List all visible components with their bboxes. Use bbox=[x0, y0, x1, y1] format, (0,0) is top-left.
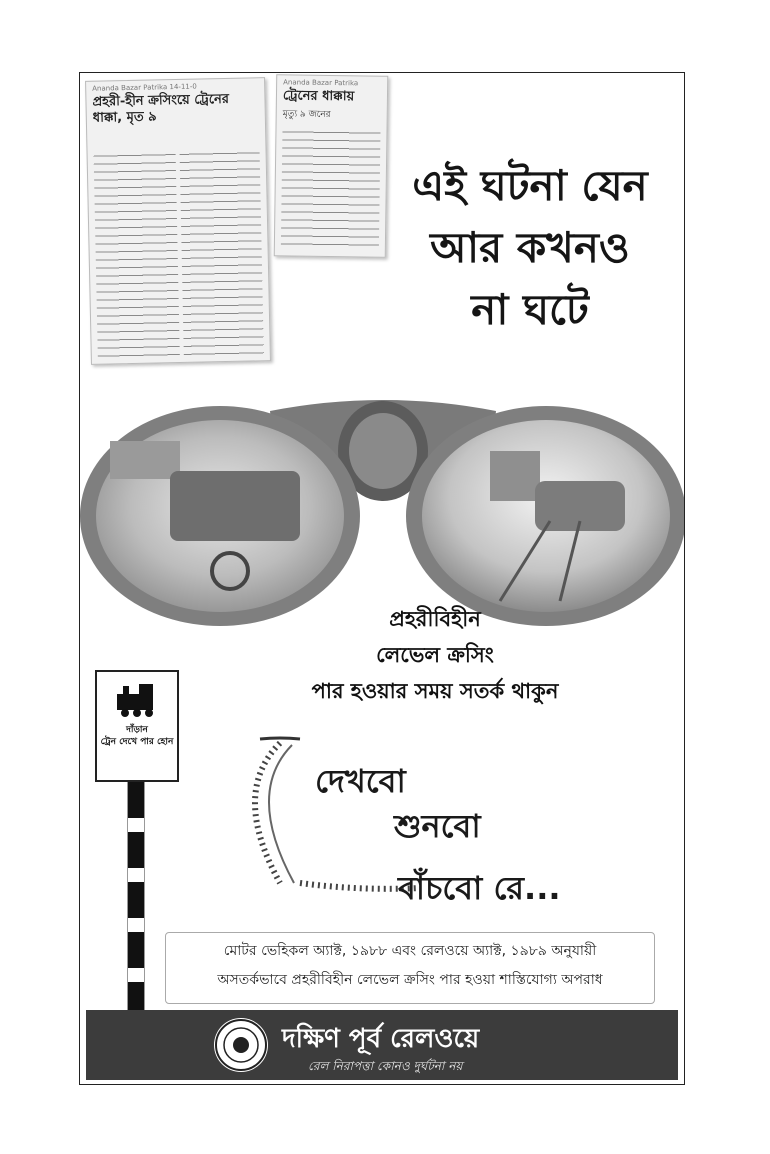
clipping-dateline: Ananda Bazar Patrika bbox=[283, 78, 359, 88]
clipping-headline: ট্রেনের ধাক্কায় bbox=[282, 88, 355, 105]
slogan-see: দেখবো bbox=[315, 762, 406, 800]
train-icon bbox=[115, 680, 159, 720]
poster bbox=[79, 72, 685, 1085]
main-headline bbox=[380, 155, 680, 341]
sign-text-stop: দাঁড়ান bbox=[126, 725, 148, 735]
newspaper-clipping-2 bbox=[274, 74, 389, 258]
clipping-body-text bbox=[281, 127, 381, 250]
sign-pole bbox=[127, 782, 145, 1014]
headline-line: না ঘটে bbox=[471, 285, 589, 334]
footer-banner bbox=[86, 1010, 678, 1080]
warning-line: পার হওয়ার সময় সতর্ক থাকুন bbox=[311, 679, 559, 703]
railway-emblem-icon bbox=[214, 1018, 268, 1072]
slogan-survive: বাঁচবো রে... bbox=[398, 869, 561, 907]
warning-line: প্রহরীবিহীন bbox=[389, 607, 481, 631]
rickshaw-van-shape bbox=[170, 471, 300, 541]
legal-notice bbox=[165, 932, 655, 1004]
headline-line: এই ঘটনা যেন bbox=[412, 161, 648, 210]
clipping-dateline: Ananda Bazar Patrika 14-11-0 bbox=[92, 82, 197, 93]
legal-notice-line: মোটর ভেহিকল অ্যাক্ট, ১৯৮৮ এবং রেলওয়ে অ্যাক্ট, ১৯৮৯ অনুযায়ী bbox=[223, 943, 597, 959]
railway-tagline: রেল নিরাপত্তা কোনও দুর্ঘটনা নয় bbox=[308, 1059, 463, 1073]
legal-notice-line: অসতর্কভাবে প্রহরীবিহীন লেভেল ক্রসিং পার হওয়া শাস্তিযোগ্য অপরাধ bbox=[217, 972, 603, 988]
train-shape bbox=[490, 451, 540, 501]
clipping-headline: প্রহরী-হীন ক্রসিংয়ে ট্রেনের ধাক্কা, মৃত ৯ bbox=[92, 91, 230, 126]
sign-text-look: ট্রেন দেখে পার হোন bbox=[100, 737, 174, 747]
headline-line: আর কখনও bbox=[430, 223, 630, 272]
slogan-hear: শুনবো bbox=[394, 807, 481, 845]
newspaper-clipping-1 bbox=[85, 77, 271, 365]
level-crossing-sign bbox=[95, 670, 179, 782]
warning-text bbox=[200, 601, 670, 709]
railway-name: দক্ষিণ পূর্ব রেলওয়ে bbox=[282, 1024, 480, 1054]
clipping-subheadline: মৃত্যু ৯ জনের bbox=[282, 109, 331, 120]
train-shape bbox=[110, 441, 180, 479]
warning-line: লেভেল ক্রসিং bbox=[376, 643, 494, 667]
